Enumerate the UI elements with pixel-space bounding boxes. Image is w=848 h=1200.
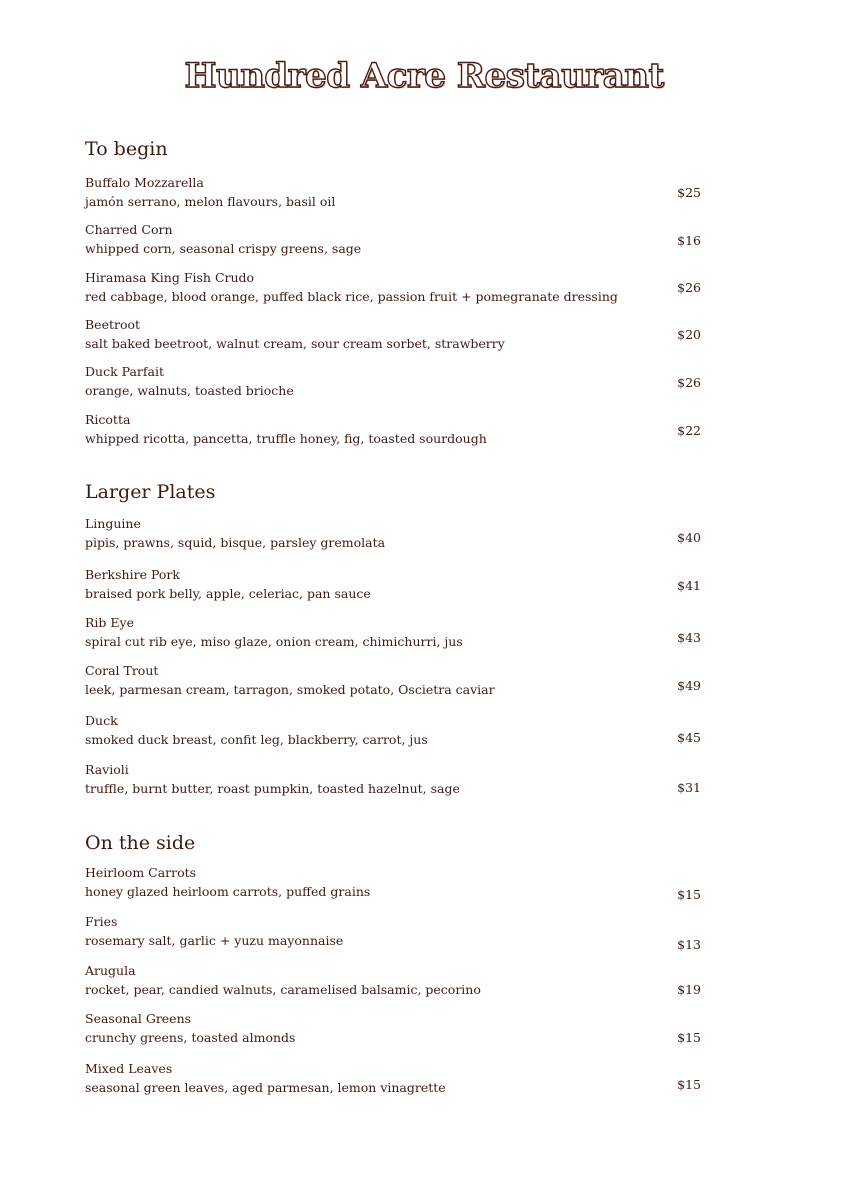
- item-price: $41: [677, 578, 701, 593]
- item-name: Seasonal Greens: [85, 1011, 192, 1026]
- item-description: whipped corn, seasonal crispy greens, sage: [85, 241, 362, 256]
- item-description: seasonal green leaves, aged parmesan, lemon vinagrette: [85, 1080, 446, 1095]
- item-description: pipis, prawns, squid, bisque, parsley gremolata: [85, 535, 386, 550]
- menu-item: [85, 713, 705, 753]
- item-price: $49: [677, 678, 701, 693]
- item-name: Duck Parfait: [85, 364, 164, 379]
- menu-item: [85, 364, 705, 404]
- item-name: Arugula: [85, 963, 136, 978]
- item-price: $15: [677, 1030, 701, 1045]
- item-name: Coral Trout: [85, 663, 159, 678]
- item-name: Rib Eye: [85, 615, 134, 630]
- menu-item: [85, 317, 705, 357]
- item-price: $20: [677, 327, 701, 342]
- item-description: orange, walnuts, toasted brioche: [85, 383, 294, 398]
- item-name: Heirloom Carrots: [85, 865, 197, 880]
- item-price: $31: [677, 780, 701, 795]
- section-heading-on-the-side: On the side: [85, 832, 196, 854]
- item-price: $13: [677, 937, 701, 952]
- item-description: truffle, burnt butter, roast pumpkin, toasted hazelnut, sage: [85, 781, 460, 796]
- section-heading-larger-plates: Larger Plates: [85, 481, 216, 503]
- menu-item: [85, 762, 705, 802]
- item-price: $16: [677, 233, 701, 248]
- menu-item: [85, 1011, 705, 1051]
- item-price: $15: [677, 1077, 701, 1092]
- item-price: $43: [677, 630, 701, 645]
- item-name: Buffalo Mozzarella: [85, 175, 204, 190]
- item-price: $19: [677, 982, 701, 997]
- item-price: $15: [677, 887, 701, 902]
- item-price: $26: [677, 375, 701, 390]
- menu-item: [85, 615, 705, 655]
- item-price: $22: [677, 423, 701, 438]
- item-name: Ravioli: [85, 762, 129, 777]
- item-name: Fries: [85, 914, 118, 929]
- menu-item: [85, 516, 705, 556]
- section-heading-to-begin: To begin: [85, 138, 168, 160]
- item-description: crunchy greens, toasted almonds: [85, 1030, 296, 1045]
- item-price: $40: [677, 530, 701, 545]
- item-description: braised pork belly, apple, celeriac, pan sauce: [85, 586, 371, 601]
- item-description: honey glazed heirloom carrots, puffed grains: [85, 884, 371, 899]
- item-description: rosemary salt, garlic + yuzu mayonnaise: [85, 933, 344, 948]
- item-name: Duck: [85, 713, 118, 728]
- item-description: rocket, pear, candied walnuts, caramelised balsamic, pecorino: [85, 982, 481, 997]
- menu-item: [85, 963, 705, 1003]
- item-description: leek, parmesan cream, tarragon, smoked potato, Oscietra caviar: [85, 682, 495, 697]
- menu-item: [85, 175, 705, 215]
- item-description: spiral cut rib eye, miso glaze, onion cream, chimichurri, jus: [85, 634, 463, 649]
- item-description: smoked duck breast, confit leg, blackberry, carrot, jus: [85, 732, 428, 747]
- menu-item: [85, 270, 705, 310]
- item-description: red cabbage, blood orange, puffed black rice, passion fruit + pomegranate dressing: [85, 289, 618, 304]
- item-price: $25: [677, 185, 701, 200]
- menu-item: [85, 865, 705, 905]
- item-name: Hiramasa King Fish Crudo: [85, 270, 255, 285]
- item-name: Ricotta: [85, 412, 131, 427]
- menu-item: [85, 567, 705, 607]
- menu-item: [85, 1061, 705, 1101]
- item-description: salt baked beetroot, walnut cream, sour cream sorbet, strawberry: [85, 336, 505, 351]
- item-name: Linguine: [85, 516, 141, 531]
- item-price: $26: [677, 280, 701, 295]
- item-description: whipped ricotta, pancetta, truffle honey, fig, toasted sourdough: [85, 431, 487, 446]
- item-name: Beetroot: [85, 317, 141, 332]
- menu-item: [85, 412, 705, 452]
- menu-item: [85, 222, 705, 262]
- item-name: Charred Corn: [85, 222, 173, 237]
- item-description: jamón serrano, melon flavours, basil oil: [85, 194, 336, 209]
- menu-item: [85, 914, 705, 954]
- item-name: Mixed Leaves: [85, 1061, 173, 1076]
- item-name: Berkshire Pork: [85, 567, 180, 582]
- menu-item: [85, 663, 705, 703]
- restaurant-title: Hundred Acre Restaurant: [184, 56, 664, 96]
- item-price: $45: [677, 730, 701, 745]
